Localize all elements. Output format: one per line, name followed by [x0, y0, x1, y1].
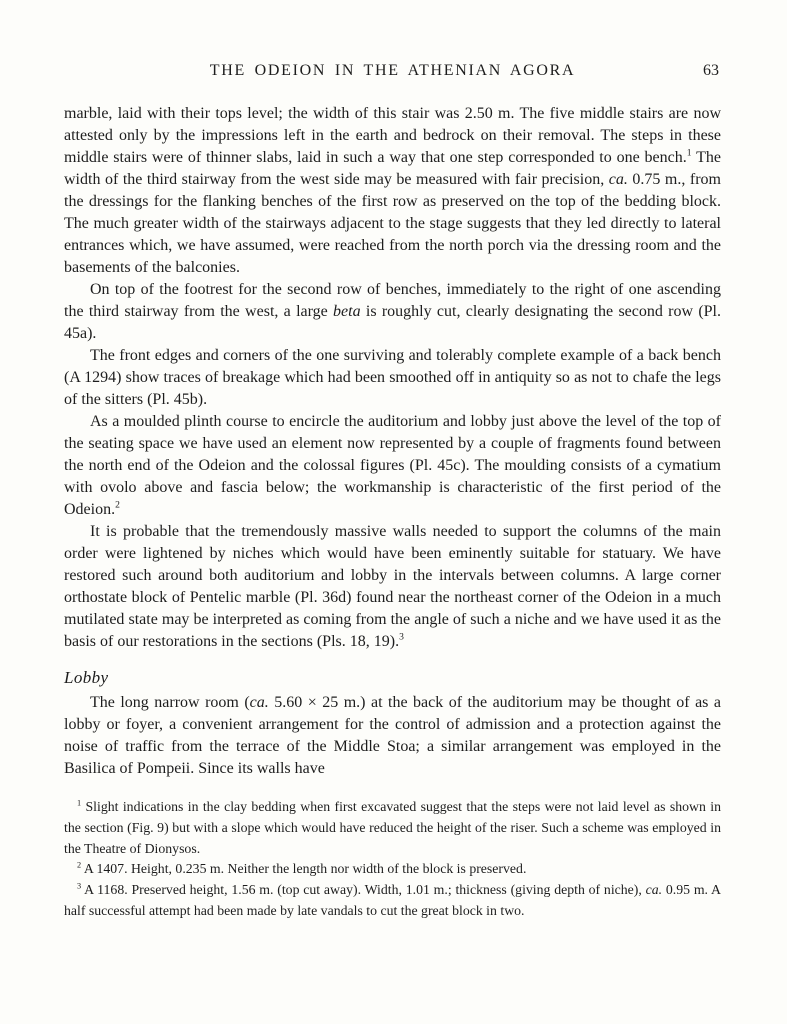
paragraph-marble-stairs: marble, laid with their tops level; the width of this stair was 2.50 m. The five middle stairs are now attested only by the impressions left in the earth and bedrock on their removal. The steps in these middle stairs were of thinner slabs, laid in such a way that one step corresponded to one bench.$^1$ The width of the third stairway from the west side may be measured with fair precision, ca. 0.75 m., from the dressings for the flanking benches of the first row as preserved on the top of the bedding block. The much greater width of the stairways adjacent to the stage suggests that they led directly to lateral entrances which, we have assumed, were reached from the north porch via the dressing room and the basements of the balconies. — [64, 105, 722, 276]
footnotes — [64, 797, 721, 922]
paragraph-niches: It is probable that the tremendously massive walls needed to support the columns of the main order were lightened by niches which would have been eminently suitable for statuary. We have restored such around both auditorium and lobby in the intervals between columns. A large corner orthostate block of Pentelic marble (Pl. 36d) found near the northeast corner of the Odeion in a much mutilated state may be interpreted as coming from the angle of such a niche and we have used it as the basis of our restorations in the sections (Pls. 18, 19).$^3$ — [64, 523, 721, 650]
body-text — [64, 103, 721, 780]
paragraph-beta-mark: On top of the footrest for the second row of benches, immediately to the right of one ascending the third stairway from the west, a large beta is roughly cut, clearly designating the second row (Pl. 45a). — [64, 281, 722, 342]
running-title: THE ODEION IN THE ATHENIAN AGORA — [209, 62, 576, 79]
paragraph-back-bench: The front edges and corners of the one surviving and tolerably complete example of a back bench (A 1294) show traces of breakage which had been smoothed off in antiquity so as not to chafe the legs of the sitters (Pl. 45b). — [64, 347, 721, 408]
paragraph-lobby: The long narrow room (ca. 5.60 × 25 m.) at the back of the auditorium may be thought of as a lobby or foyer, a convenient arrangement for the control of admission and a protection against the noise of traffic from the terrace of the Middle Stoa; a similar arrangement was employed in the Basilica of Pompeii. Since its walls have — [64, 694, 721, 777]
page-header — [64, 62, 721, 82]
page-number: 63 — [703, 62, 719, 79]
footnote-3: $^3$ A 1168. Preserved height, 1.56 m. (top cut away). Width, 1.01 m.; thickness (giving depth of niche), ca. 0.95 m. A half successful attempt had been made by late vandals to cut the great block in two. — [64, 881, 721, 918]
footnote-1: $^1$ Slight indications in the clay bedding when first excavated suggest that the steps were not laid level as shown in the section (Fig. 9) but with a slope which would have reduced the height of the riser. Such a scheme was employed in the Theatre of Dionysos. — [64, 798, 721, 856]
footnote-2: $^2$ A 1407. Height, 0.235 m. Neither the length nor width of the block is preserved. — [77, 860, 527, 877]
paragraph-plinth-course: As a moulded plinth course to encircle the auditorium and lobby just above the level of the top of the seating space we have used an element now represented by a couple of fragments found between the north end of the Odeion and the colossal figures (Pl. 45c). The moulding consists of a cymatium with ovolo above and fascia below; the workmanship is characteristic of the first period of the Odeion.$^2$ — [64, 413, 721, 518]
section-heading-lobby: Lobby — [64, 668, 109, 687]
